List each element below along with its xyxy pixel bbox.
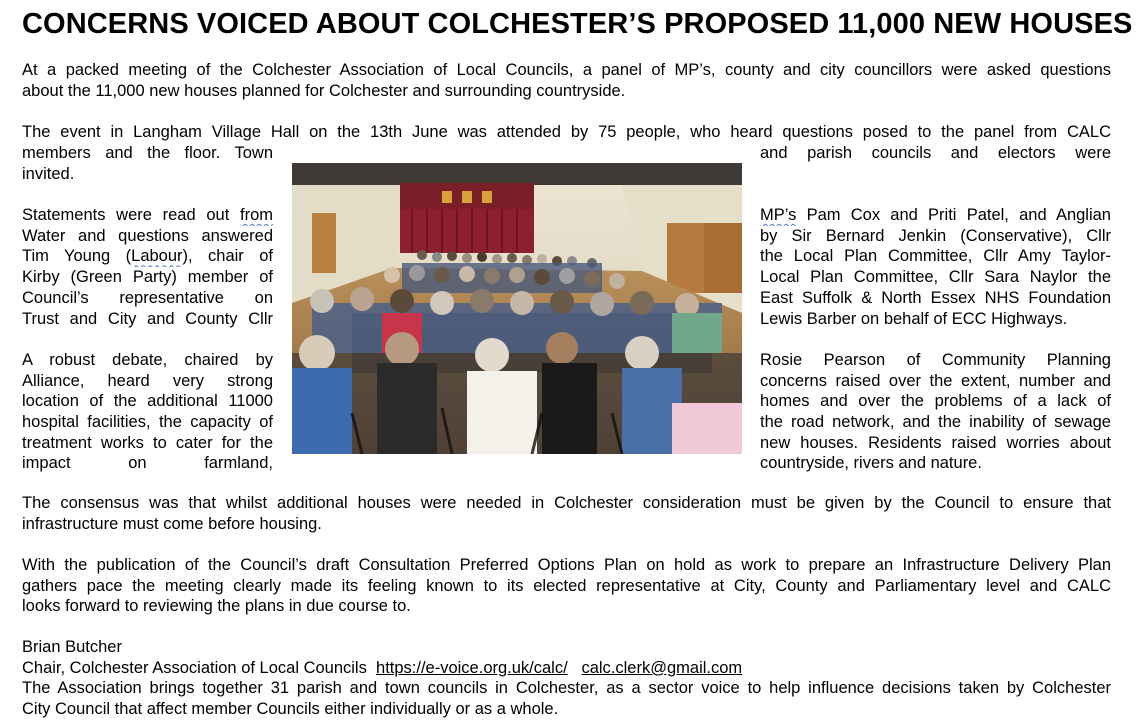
left-line: Trust and City and County Cllr	[22, 309, 273, 328]
left-line: A robust debate, chaired by	[22, 350, 273, 369]
left-line: impact on farmland,	[22, 454, 273, 473]
event-paragraph-line	[22, 122, 1111, 143]
left-line: hospital facilities, the capacity of	[22, 412, 273, 431]
right-line: Lewis Barber on behalf of ECC Highways.	[760, 309, 1068, 328]
left-line	[22, 329, 273, 350]
left-line: Water and questions answered	[22, 226, 273, 245]
left-line: invited.	[22, 164, 75, 183]
intro-paragraph	[22, 60, 1111, 101]
signature-name: Brian Butcher	[22, 638, 122, 656]
left-line: Kirby (Green Party) member of	[22, 268, 273, 287]
right-line: countryside, rivers and nature.	[760, 454, 982, 473]
signature-role: Chair, Colchester Association of Local Councils	[22, 658, 367, 677]
right-line	[760, 184, 1111, 205]
spellcheck-word: from	[240, 206, 273, 225]
about-line-1: The Association brings together 31 parish and town councils in Colchester, as a sector voice to help influence decisions taken by Colchester	[22, 679, 1111, 698]
left-line: Alliance, heard very strong	[22, 371, 273, 390]
right-line: and parish councils and electors were	[760, 144, 1111, 162]
consensus-line-2: infrastructure must come before housing.	[22, 514, 322, 533]
meeting-audience-photo	[292, 163, 742, 454]
article-title: CONCERNS VOICED ABOUT COLCHESTER’S PROPOSED 11,000 NEW HOUSES	[22, 8, 1133, 40]
about-line-2: City Council that affect member Councils either individually or as a whole.	[22, 700, 559, 719]
right-line: the road network, and the inability of sewage	[760, 412, 1111, 431]
intro-line-2: about the 11,000 new houses planned for Colchester and surrounding countryside.	[22, 81, 626, 100]
left-line: Statements were read out from	[22, 206, 273, 225]
website-link[interactable]: https://e-voice.org.uk/calc/	[376, 658, 568, 677]
spellcheck-word: Labour	[131, 247, 183, 266]
signature-block	[22, 637, 1111, 720]
consensus-line-1: The consensus was that whilst additional houses were needed in Colchester consideration must be given by the Council to ensure that	[22, 494, 1111, 512]
publication-line-3: looks forward to reviewing the plans in due course to.	[22, 597, 411, 616]
spellcheck-word: MP’s	[760, 206, 797, 225]
right-line: homes and over the problems of a lack of	[760, 392, 1111, 411]
email-link[interactable]: calc.clerk@gmail.com	[581, 658, 743, 677]
right-line: East Suffolk & North Essex NHS Foundation	[760, 288, 1111, 307]
left-line: members and the floor. Town	[22, 144, 273, 162]
right-line: new houses. Residents raised worries about	[760, 433, 1111, 452]
intro-line-1: At a packed meeting of the Colchester Association of Local Councils, a panel of MP’s, county and city councillors were asked questions	[22, 61, 1111, 79]
right-line: MP’s Pam Cox and Priti Patel, and Anglian	[760, 206, 1111, 225]
signature-role-line	[22, 658, 1111, 679]
right-line	[760, 329, 1111, 350]
right-line: concerns raised over the extent, number and	[760, 371, 1111, 390]
event-line-1: The event in Langham Village Hall on the 13th June was attended by 75 people, who heard questions posed to the panel from CALC	[22, 123, 1111, 141]
left-line	[22, 184, 273, 205]
right-line: by Sir Bernard Jenkin (Conservative), Cllr	[760, 226, 1111, 245]
left-line: treatment works to cater for the	[22, 433, 273, 452]
publication-line-2: gathers pace the meeting clearly made its feeling known to its elected representative at City, County and Parliamentary level and CALC	[22, 576, 1111, 595]
publication-line-1: With the publication of the Council’s draft Consultation Preferred Options Plan on hold as work to prepare an Infrastructure Delivery Plan	[22, 556, 1111, 574]
village-hall-photo-image	[292, 163, 742, 454]
right-wrap-column	[760, 143, 1111, 474]
right-line: Local Plan Committee, Cllr Sara Naylor the	[760, 268, 1111, 287]
consensus-paragraph	[22, 493, 1111, 534]
right-line	[760, 164, 1111, 185]
left-line: location of the additional 11000	[22, 392, 273, 411]
right-line: Rosie Pearson of Community Planning	[760, 350, 1111, 369]
right-line: the Local Plan Committee, Cllr Amy Taylor-	[760, 247, 1111, 266]
left-wrap-column	[22, 143, 273, 474]
publication-paragraph	[22, 555, 1111, 617]
left-line: Council’s representative on	[22, 288, 273, 307]
left-line: Tim Young (Labour), chair of	[22, 247, 273, 266]
